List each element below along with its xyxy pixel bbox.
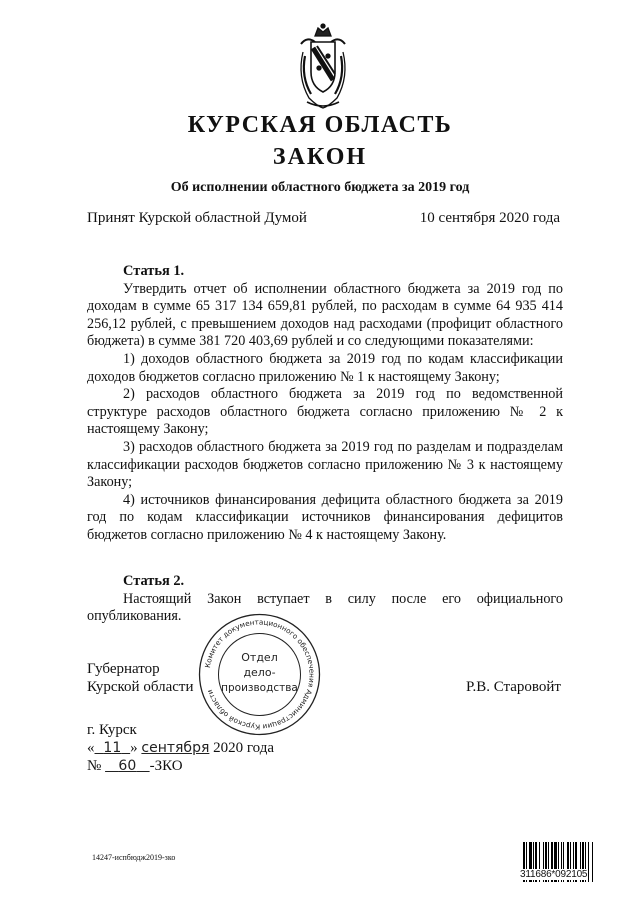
article-1-item-4: 4) источников финансирования дефицита областного бюджета за 2019 год по кодам классификации источников финансирования дефицитов бюджетов согласно приложению № 4 к настоящему Закону.: [87, 491, 563, 543]
signing-date: [87, 739, 274, 757]
adopted-by: Принят Курской областной Думой: [87, 210, 307, 226]
date-open-quote: «: [87, 740, 95, 756]
adoption-date: 10 сентября 2020 года: [419, 210, 560, 226]
article-1-item-1: 1) доходов областного бюджета за 2019 год по кодам классификации доходов бюджетов согласно приложению № 1 к настоящему Закону;: [87, 350, 563, 385]
official-stamp: [197, 612, 322, 737]
position-line-2: Курской области: [87, 679, 194, 695]
article-2-text: Настоящий Закон вступает в силу после его официального опубликования.: [87, 590, 563, 625]
number-value: 60: [118, 758, 137, 774]
stamp-line-3: производства: [221, 682, 298, 694]
date-month: сентября: [141, 740, 210, 756]
article-1-item-3: 3) расходов областного бюджета за 2019 год по разделам и подразделам классификации расходов бюджетов согласно приложению № 3 к настоящему Закону;: [87, 438, 563, 491]
article-1-item-2: 2) расходов областного бюджета за 2019 год по ведомственной структуре расходов областного бюджета согласно приложению № 2 к настоящему Закону;: [87, 386, 563, 438]
stamp-seal: [197, 612, 322, 737]
article-2: [87, 573, 563, 626]
city: г. Курск: [87, 722, 137, 738]
place-and-date: [87, 721, 274, 775]
number-prefix: №: [87, 758, 102, 774]
number-suffix: -ЗКО: [149, 758, 183, 774]
law-number: [87, 757, 274, 775]
stamp-ring-text: Комитет документационного обеспечения Администрации Курской области: [202, 617, 317, 732]
signatory-position: [87, 660, 193, 696]
article-1: [87, 263, 563, 545]
region-name: КУРСКАЯ ОБЛАСТЬ: [187, 112, 453, 138]
date-day: 11: [103, 740, 122, 756]
stamp-line-2: дело-: [243, 666, 276, 679]
barcode-number: 311686*092105: [520, 869, 588, 880]
coat-of-arms-emblem: [295, 22, 351, 112]
article-2-heading: Статья 2.: [123, 573, 185, 589]
document-code: 14247-испбюдж2019-зко: [92, 853, 176, 862]
position-line-1: Губернатор: [87, 661, 160, 677]
law-title: Об исполнении областного бюджета за 2019 год: [170, 180, 470, 195]
date-year: 2020 года: [213, 740, 275, 756]
date-close-quote: »: [130, 740, 138, 756]
article-1-heading: Статья 1.: [123, 263, 185, 279]
document-type: ЗАКОН: [272, 144, 368, 170]
signer-name: Р.В. Старовойт: [466, 679, 561, 695]
stamp-line-1: Отдел: [241, 651, 278, 664]
article-1-paragraph: Утвердить отчет об исполнении областного бюджета за 2019 год по доходам в сумме 65 317 134 659,81 рублей, по расходам в сумме 64 935 414 256,12 рублей, с превышением доходов над расходами (профицит областного бюджета) в сумме 381 720 403,69 рублей и со следующими показателями:: [87, 280, 563, 350]
